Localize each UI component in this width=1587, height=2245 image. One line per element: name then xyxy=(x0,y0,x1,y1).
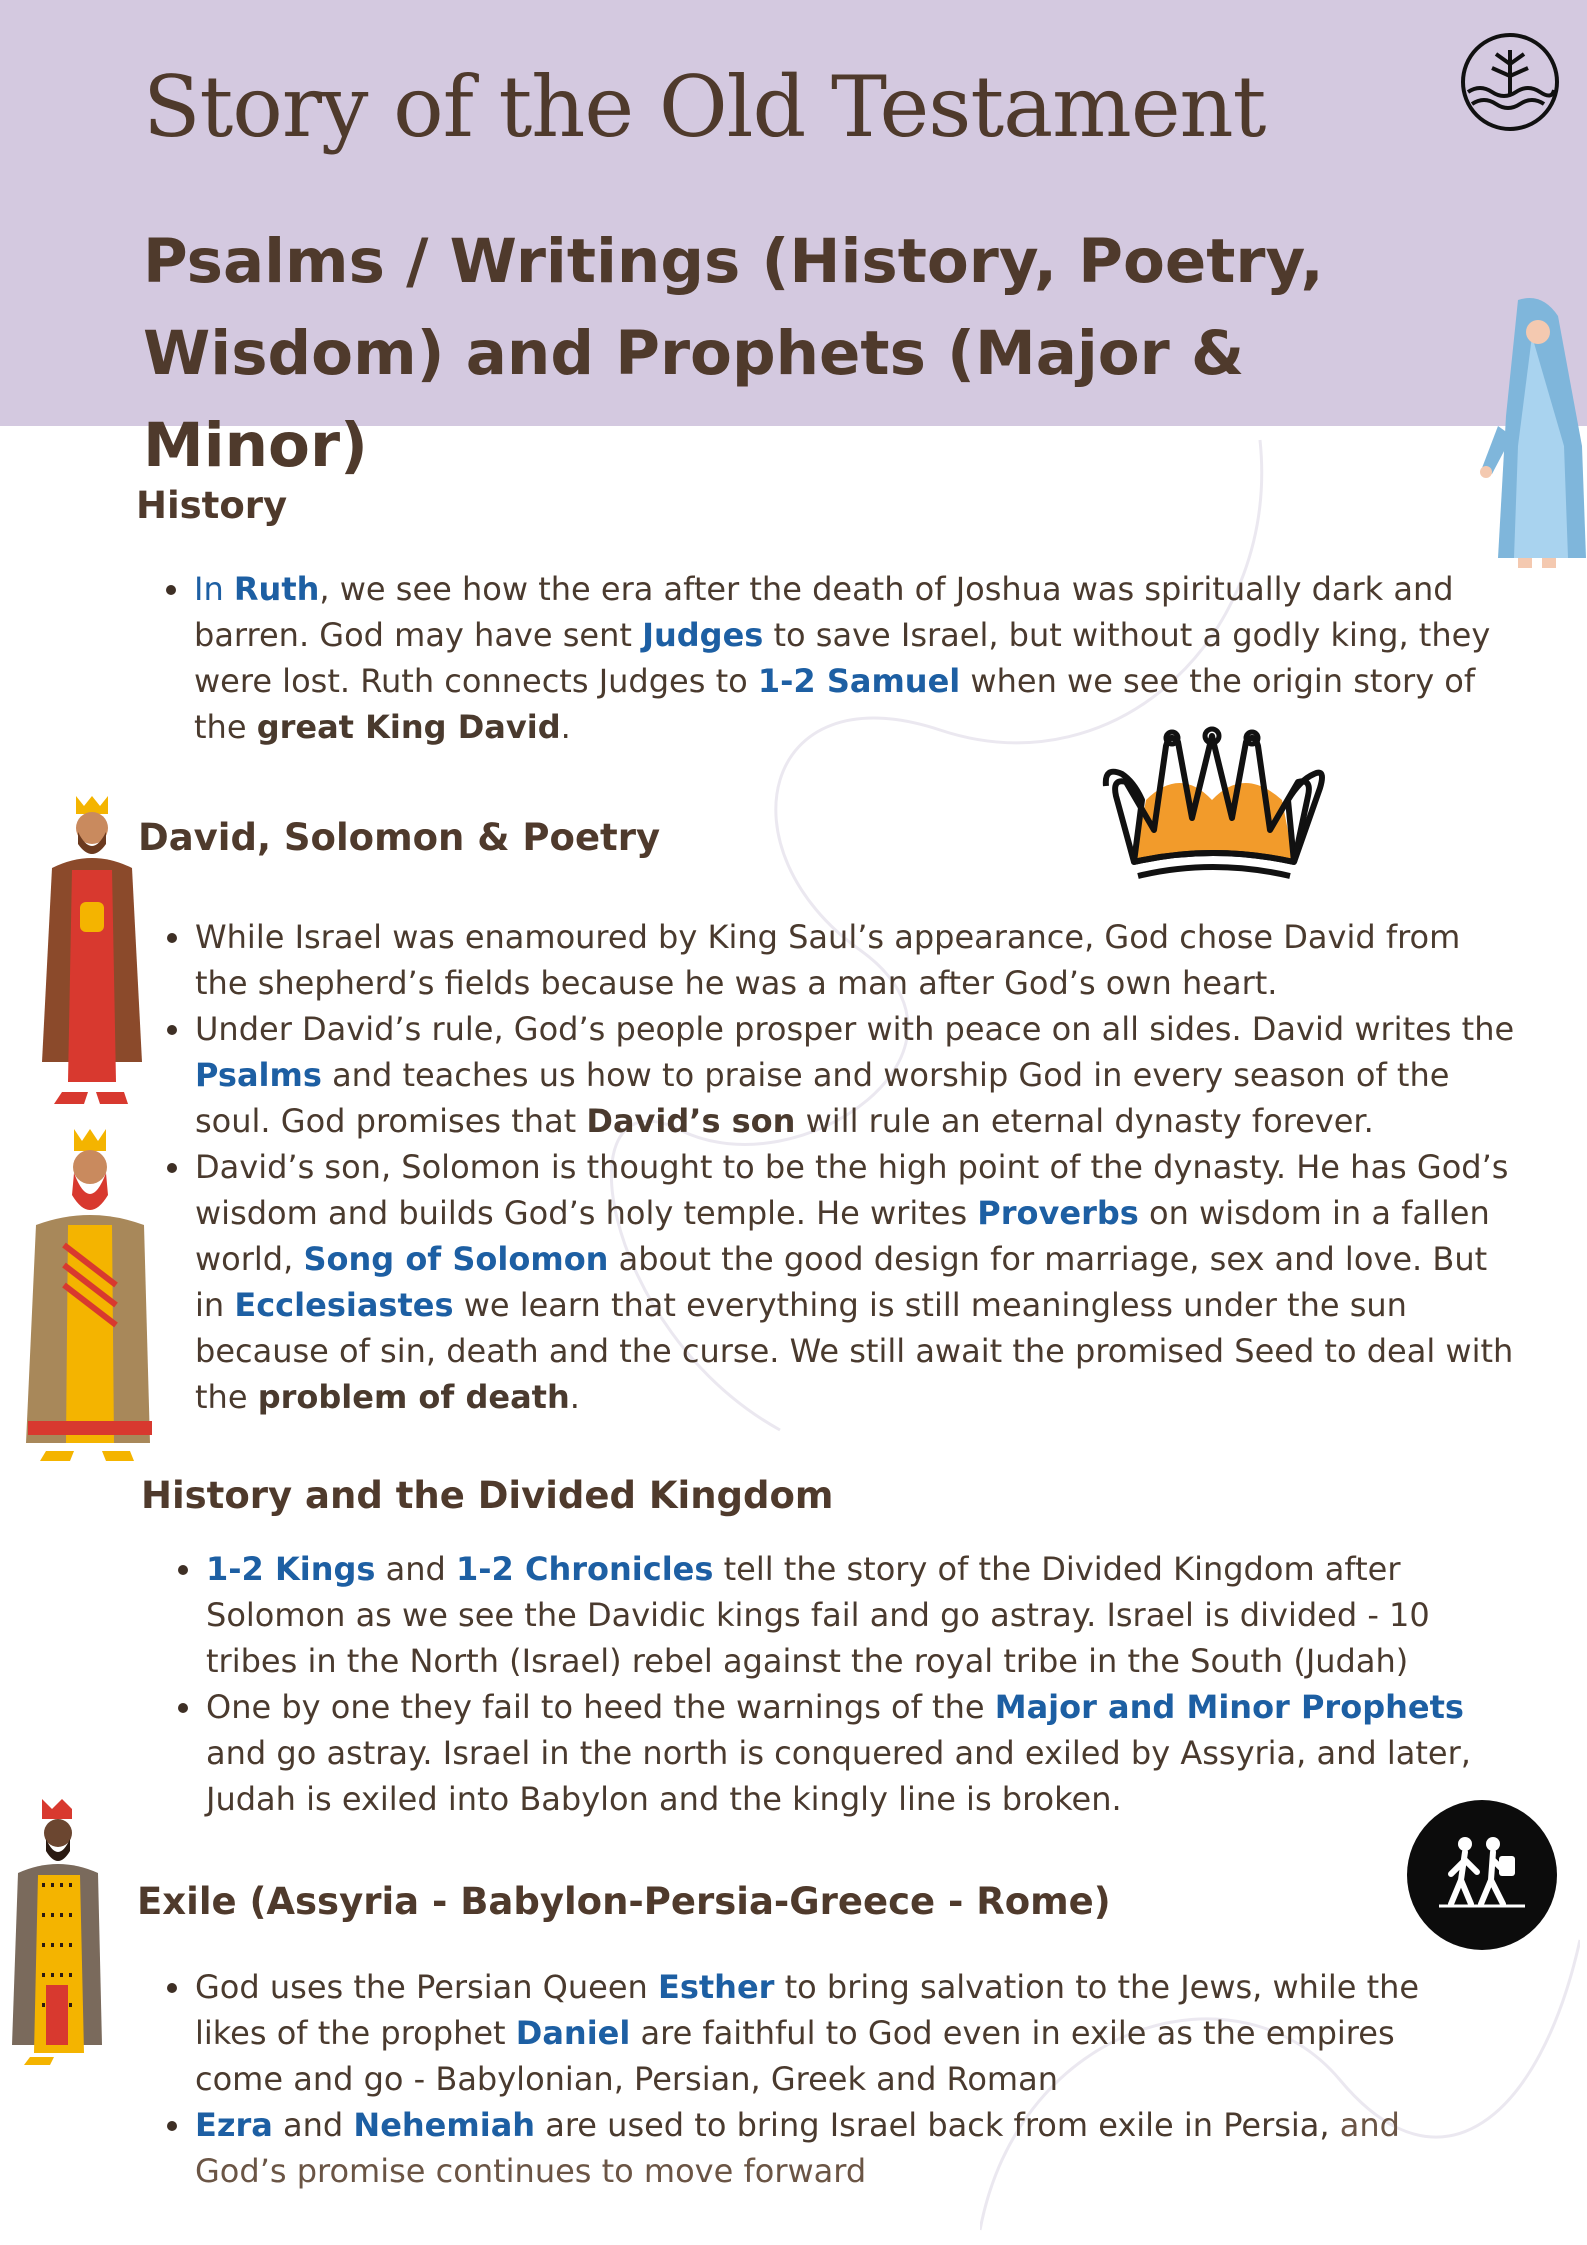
text-run: to bring salvation to the Jews, while the likes of the prophet xyxy=(195,1968,1420,2052)
text-run: God uses the Persian Queen xyxy=(195,1968,658,2006)
text-run: are faithful to God even in exile as the empires come and go - Babylonian, Persian, Greek and Roman xyxy=(195,2014,1395,2098)
davids-son: David’s son xyxy=(586,1102,796,1140)
major-and-minor-prophets: Major and Minor Prophets xyxy=(994,1688,1464,1726)
section-heading-history: History xyxy=(136,484,288,527)
text-run: . xyxy=(560,708,571,746)
list-item xyxy=(195,2102,1485,2194)
king-david-figure-illustration xyxy=(28,792,148,1112)
exiled-king-figure-illustration xyxy=(6,1795,106,2070)
text-run: will rule an eternal dynasty forever. xyxy=(795,1102,1374,1140)
king-solomon-figure-illustration xyxy=(18,1125,158,1470)
text-run: . xyxy=(569,1378,580,1416)
book-song-of-solomon: Song of Solomon xyxy=(303,1240,609,1278)
text-run: and xyxy=(375,1550,456,1588)
david-bullet-list xyxy=(195,914,1520,1420)
mary-figure-illustration xyxy=(1478,296,1587,596)
text-run: are used to bring Israel back from exile in Persia, xyxy=(535,2106,1340,2144)
text-run: Under David’s rule, God’s people prosper with peace on all sides. David writes the xyxy=(195,1010,1515,1048)
list-item xyxy=(206,1684,1506,1822)
section-heading-david-solomon-poetry: David, Solomon & Poetry xyxy=(138,816,661,859)
problem-of-death: problem of death xyxy=(257,1378,570,1416)
text-run: One by one they fail to heed the warnings of the xyxy=(206,1688,995,1726)
subtitle-line-1: Psalms / Writings (History, Poetry, xyxy=(143,226,1324,297)
book-esther: Esther xyxy=(657,1968,775,2006)
text-run: on wisdom in a fallen world, xyxy=(195,1194,1490,1278)
book-ruth: Ruth xyxy=(233,570,320,608)
text-run: In xyxy=(194,570,234,608)
book-proverbs: Proverbs xyxy=(977,1194,1139,1232)
list-item xyxy=(195,1964,1485,2102)
book-1-2-kings: 1-2 Kings xyxy=(206,1550,376,1588)
exile-walking-figures-icon xyxy=(1407,1800,1557,1950)
list-item xyxy=(206,1546,1506,1684)
text-run: tell the story of the Divided Kingdom after Solomon as we see the Davidic kings fail and go astray. Israel is divided - 10 tribes in the North (Israel) rebel against the royal tribe in the South (Judah) xyxy=(206,1550,1430,1680)
header-banner xyxy=(0,0,1587,481)
text-run: and xyxy=(272,2106,354,2144)
text-run: While Israel was enamoured by King Saul’s appearance, God chose David from the shepherd’s fields because he was a man after God’s own heart. xyxy=(195,918,1461,1002)
text-run: about the good design for marriage, sex and love. But in xyxy=(195,1240,1488,1324)
text-run: , we see how the era after the death of Joshua was spiritually dark and barren. God may have sent xyxy=(194,570,1454,654)
section-heading-divided-kingdom: History and the Divided Kingdom xyxy=(141,1474,834,1517)
history-bullet-list xyxy=(194,566,1534,750)
book-nehemiah: Nehemiah xyxy=(353,2106,536,2144)
page-title: Story of the Old Testament xyxy=(143,58,1266,156)
text-run: David’s son, Solomon is thought to be the high point of the dynasty. He has God’s wisdom and builds God’s holy temple. He writes xyxy=(195,1148,1509,1232)
exile-bullet-list xyxy=(195,1964,1485,2194)
book-psalms: Psalms xyxy=(195,1056,322,1094)
great-king-david: great King David xyxy=(256,708,561,746)
book-daniel: Daniel xyxy=(515,2014,631,2052)
list-item xyxy=(195,914,1520,1006)
list-item xyxy=(194,566,1534,750)
tree-water-logo-icon xyxy=(1458,30,1562,134)
subtitle-line-2: Wisdom) and Prophets (Major & Minor) xyxy=(143,318,1245,481)
text-run: to save Israel, but without a godly king, they were lost. Ruth connects Judges to xyxy=(194,616,1491,700)
list-item xyxy=(195,1144,1520,1420)
book-1-2-chronicles: 1-2 Chronicles xyxy=(456,1550,714,1588)
text-run: and go astray. Israel in the north is conquered and exiled by Assyria, and later, Judah is exiled into Babylon and the kingly line is broken. xyxy=(206,1734,1471,1818)
text-run: and God’s promise continues to move forward xyxy=(195,2106,1400,2190)
crown-icon xyxy=(1094,726,1330,886)
book-1-2-samuel: 1-2 Samuel xyxy=(757,662,961,700)
book-judges: Judges xyxy=(642,616,764,654)
section-heading-exile: Exile (Assyria - Babylon-Persia-Greece - Rome) xyxy=(137,1880,1111,1923)
text-run: when we see the origin story of the xyxy=(194,662,1476,746)
book-ezra: Ezra xyxy=(195,2106,273,2144)
book-ecclesiastes: Ecclesiastes xyxy=(234,1286,454,1324)
text-run: and teaches us how to praise and worship God in every season of the soul. God promises that xyxy=(195,1056,1450,1140)
divided-bullet-list xyxy=(206,1546,1506,1822)
list-item xyxy=(195,1006,1520,1144)
text-run: we learn that everything is still meaningless under the sun because of sin, death and the curse. We still await the promised Seed to deal with the xyxy=(195,1286,1514,1416)
